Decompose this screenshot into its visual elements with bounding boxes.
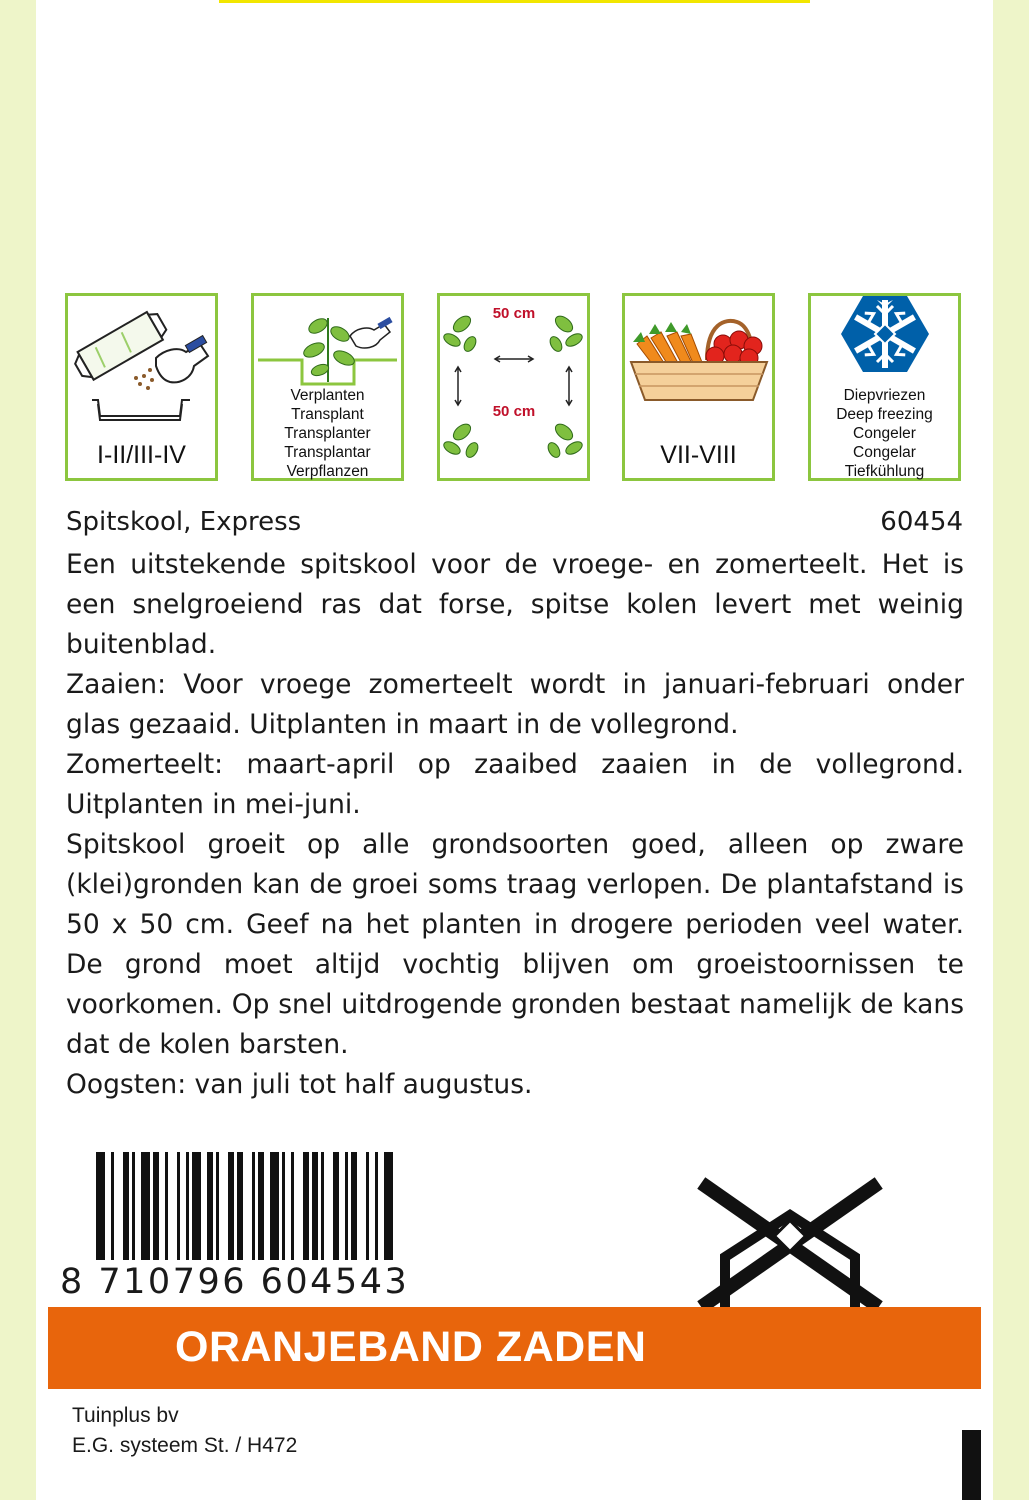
barcode-bar [312, 1152, 318, 1260]
transplant-label-es: Transplantar [284, 444, 371, 461]
sowing-period-label: I-II/III-IV [97, 441, 186, 469]
barcode-number: 8 710796 604543 [60, 1262, 410, 1302]
freezing-label-de: Tiefkühlung [844, 463, 925, 480]
transplant-label-en: Transplant [291, 406, 364, 423]
freezing-label-en: Deep freezing [836, 406, 933, 423]
sowing-paragraph [66, 665, 964, 745]
barcode-bar [165, 1152, 168, 1260]
barcode-bar [228, 1152, 234, 1260]
harvest-period-label: VII-VIII [660, 441, 737, 469]
barcode-bar [258, 1152, 264, 1260]
intro-paragraph: Een uitstekende spitskool voor de vroege- en zomerteelt. Het is een snelgroeiend ras dat forse, spitse kolen levert met weinig buitenblad. [66, 549, 964, 660]
product-code: 60454 [880, 507, 963, 537]
product-title: Spitskool, Express [66, 507, 302, 537]
spacing-top-label: 50 cm [492, 305, 536, 322]
barcode-bar [270, 1152, 279, 1260]
company-name: Tuinplus bv [72, 1404, 179, 1427]
windmill-logo-icon [695, 1175, 885, 1315]
barcode-bar [333, 1152, 339, 1260]
barcode-bar [96, 1152, 105, 1260]
summer-paragraph [66, 745, 964, 825]
freezing-panel [808, 293, 961, 481]
sowing-text: : Voor vroege zomerteelt wordt in januari-februari onder glas gezaaid. Uitplanten in maart in de vollegrond. [66, 669, 964, 740]
barcode-bar [141, 1152, 150, 1260]
spacing-panel [437, 293, 590, 481]
top-color-bar [219, 0, 810, 3]
spacing-icon [440, 296, 587, 478]
barcode-bar [345, 1152, 348, 1260]
barcode-bar [282, 1152, 285, 1260]
company-registration: E.G. systeem St. / H472 [72, 1434, 298, 1457]
barcode-bar [384, 1152, 393, 1260]
transplant-panel [251, 293, 404, 481]
barcode-bar [177, 1152, 180, 1260]
barcode-bar [252, 1152, 255, 1260]
harvest-heading: Oogsten [66, 1069, 178, 1100]
barcode-bar [237, 1152, 243, 1260]
transplant-label-de: Verpflanzen [286, 463, 369, 480]
transplant-label-nl: Verplanten [290, 387, 365, 404]
corner-mark [962, 1430, 981, 1500]
sowing-heading: Zaaien [66, 669, 158, 700]
barcode-bar [192, 1152, 201, 1260]
transplant-label-fr: Transplanter [284, 425, 371, 442]
brand-name: ORANJEBAND ZADEN [175, 1323, 647, 1371]
barcode-bar [132, 1152, 135, 1260]
sowing-panel [65, 293, 218, 481]
harvest-text: : van juli tot half augustus. [177, 1069, 533, 1100]
transplant-labels [254, 386, 401, 481]
barcode-bar [303, 1152, 309, 1260]
barcode-bar [153, 1152, 159, 1260]
harvest-panel [622, 293, 775, 481]
summer-heading: Zomerteelt [66, 749, 215, 780]
barcode-bar [123, 1152, 129, 1260]
spacing-middle-label: 50 cm [492, 403, 536, 420]
growing-paragraph: Spitskool groeit op alle grondsoorten goed, alleen op zware (klei)gronden kan de groei soms traag verlopen. De plantafstand is 50 x 50 cm. Geef na het planten in drogere perioden veel water. De grond moet altijd vochtig blijven om groeistoornissen te voorkomen. Op snel uitdrogende gronden bestaat namelijk de kans dat de kolen barsten. [66, 829, 964, 1060]
barcode-bar [375, 1152, 378, 1260]
barcode-bar [186, 1152, 189, 1260]
barcode-bars [48, 1148, 420, 1260]
barcode-bar [216, 1152, 219, 1260]
harvest-paragraph [66, 1065, 964, 1105]
barcode-bar [111, 1152, 114, 1260]
barcode-bar [366, 1152, 369, 1260]
barcode-bar [291, 1152, 294, 1260]
freezing-labels [811, 386, 958, 481]
freezing-label-fr: Congeler [853, 425, 916, 442]
barcode-bar [321, 1152, 324, 1260]
barcode-bar [207, 1152, 213, 1260]
freezing-label-nl: Diepvriezen [843, 387, 926, 404]
summer-text: : maart-april op zaaibed zaaien in de vollegrond. Uitplanten in mei-juni. [66, 749, 964, 820]
right-edge-strip [993, 0, 1029, 1500]
barcode-bar [351, 1152, 357, 1260]
freezing-label-es: Congelar [853, 444, 916, 461]
left-edge-strip [0, 0, 36, 1500]
